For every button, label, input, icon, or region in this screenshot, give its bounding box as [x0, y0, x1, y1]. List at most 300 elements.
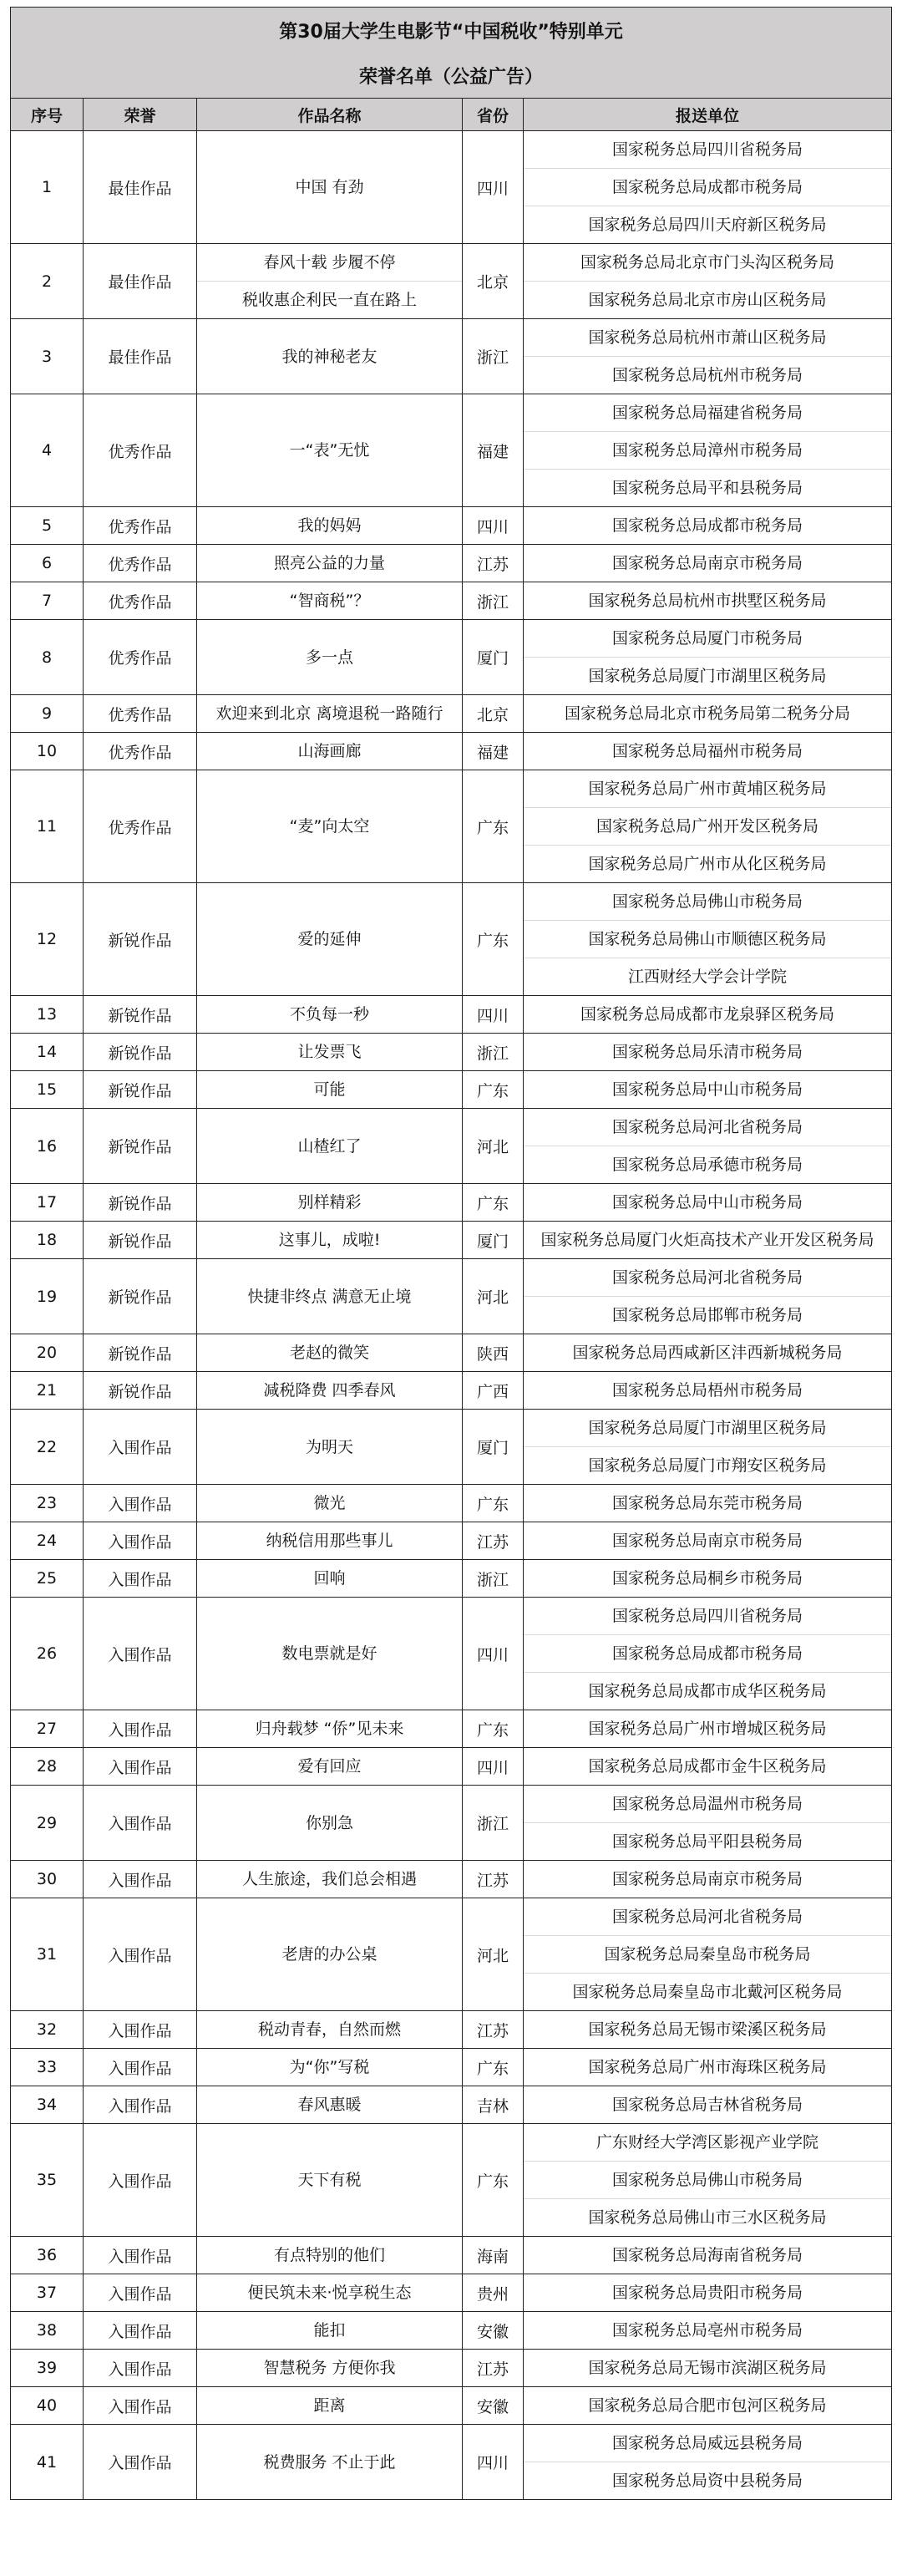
honor-cell: 新锐作品: [84, 1222, 197, 1259]
table-row: [11, 1710, 892, 1748]
work-title-cell: [197, 2049, 463, 2086]
submitting-unit-cell: [524, 1598, 892, 1710]
submitting-unit-cell: [524, 1710, 892, 1748]
submitting-unit: 国家税务总局广州市黄埔区税务局: [524, 770, 891, 808]
column-header-title: 作品名称: [197, 99, 463, 131]
province-cell: 吉林: [463, 2086, 524, 2124]
row-number: 21: [11, 1372, 84, 1410]
work-title: 有点特别的他们: [273, 2246, 385, 2264]
honor-cell: 入围作品: [84, 1598, 197, 1710]
work-title-cell: [197, 2011, 463, 2049]
submitting-unit: 国家税务总局贵阳市税务局: [612, 2284, 803, 2302]
row-number: 32: [11, 2011, 84, 2049]
work-title-cell: [197, 2124, 463, 2237]
submitting-unit: 国家税务总局南京市税务局: [612, 1870, 803, 1888]
submitting-unit: 国家税务总局厦门市翔安区税务局: [588, 1456, 827, 1475]
work-title: 为“你”写税: [289, 2058, 370, 2076]
submitting-unit-cell: [524, 2425, 892, 2500]
row-number: 34: [11, 2086, 84, 2124]
province-cell: 四川: [463, 2425, 524, 2500]
submitting-unit: 国家税务总局合肥市包河区税务局: [588, 2396, 827, 2415]
row-number: 39: [11, 2350, 84, 2387]
honor-cell: 优秀作品: [84, 545, 197, 582]
honor-cell: 入围作品: [84, 1522, 197, 1560]
row-number: 20: [11, 1334, 84, 1372]
work-title-cell: [197, 1710, 463, 1748]
submitting-unit-cell: [524, 620, 892, 695]
row-number: 14: [11, 1034, 84, 1071]
province-cell: 广东: [463, 1184, 524, 1222]
work-title: 可能: [313, 1080, 346, 1099]
row-number: 26: [11, 1598, 84, 1710]
table-row: [11, 582, 892, 620]
province-cell: 厦门: [463, 1222, 524, 1259]
work-title: 你别急: [305, 1813, 353, 1832]
submitting-unit: 国家税务总局秦皇岛市北戴河区税务局: [572, 1983, 843, 2001]
honor-cell: 入围作品: [84, 2312, 197, 2350]
honor-cell: 优秀作品: [84, 507, 197, 545]
work-title: 让发票飞: [297, 1043, 362, 1061]
work-title-cell: [197, 2274, 463, 2312]
work-title: 不负每一秒: [289, 1005, 369, 1024]
honor-cell: 优秀作品: [84, 620, 197, 695]
submitting-unit: 国家税务总局成都市金牛区税务局: [588, 1757, 827, 1776]
submitting-unit: 国家税务总局海南省税务局: [612, 2246, 803, 2264]
province-cell: 河北: [463, 1898, 524, 2011]
province-cell: 浙江: [463, 1560, 524, 1598]
table-row: [11, 695, 892, 733]
submitting-unit: 国家税务总局广州开发区税务局: [524, 808, 891, 846]
work-title: “麦”向太空: [289, 817, 370, 836]
subtitle-row: [11, 53, 892, 99]
work-title-cell: [197, 131, 463, 244]
work-title: 这事儿，成啦!: [278, 1231, 381, 1249]
work-title: 能扣: [313, 2321, 346, 2340]
honor-cell: 新锐作品: [84, 883, 197, 996]
work-title-cell: [197, 1184, 463, 1222]
province-cell: 河北: [463, 1259, 524, 1334]
title-row: [11, 8, 892, 53]
work-title-cell: [197, 733, 463, 770]
honor-cell: 优秀作品: [84, 695, 197, 733]
submitting-unit-cell: [524, 131, 892, 244]
work-title: 老唐的办公桌: [281, 1945, 378, 1964]
table-row: [11, 394, 892, 507]
work-title: 一“表”无忧: [289, 441, 370, 460]
submitting-unit: 国家税务总局河北省税务局: [524, 1898, 891, 1936]
work-title: 快捷非终点 满意无止境: [247, 1287, 412, 1306]
submitting-unit: 国家税务总局资中县税务局: [612, 2472, 803, 2490]
work-title-cell: [197, 507, 463, 545]
submitting-unit: 国家税务总局乐清市税务局: [612, 1043, 803, 1061]
submitting-unit: 国家税务总局东莞市税务局: [612, 1494, 803, 1512]
province-cell: 四川: [463, 996, 524, 1034]
work-title: 数电票就是好: [281, 1644, 378, 1663]
submitting-unit: 国家税务总局梧州市税务局: [612, 1381, 803, 1400]
work-title: 欢迎来到北京 离境退税一路随行: [215, 704, 443, 723]
table-row: [11, 1485, 892, 1522]
work-title: 春风十载 步履不停: [197, 244, 462, 282]
submitting-unit: 国家税务总局福州市税务局: [612, 742, 803, 760]
table-row: [11, 1071, 892, 1109]
submitting-unit: 国家税务总局中山市税务局: [612, 1080, 803, 1099]
province-cell: 江苏: [463, 2350, 524, 2387]
work-title-cell: [197, 1598, 463, 1710]
province-cell: 浙江: [463, 319, 524, 394]
submitting-unit: 国家税务总局厦门市税务局: [524, 620, 891, 658]
honor-cell: 新锐作品: [84, 1071, 197, 1109]
row-number: 31: [11, 1898, 84, 2011]
submitting-unit-cell: [524, 2011, 892, 2049]
honor-cell: 入围作品: [84, 2011, 197, 2049]
submitting-unit: 国家税务总局河北省税务局: [524, 1109, 891, 1146]
province-cell: 贵州: [463, 2274, 524, 2312]
submitting-unit-cell: [524, 2237, 892, 2274]
table-row: [11, 1898, 892, 2011]
honor-cell: 最佳作品: [84, 319, 197, 394]
honor-cell: 入围作品: [84, 2274, 197, 2312]
work-title-cell: [197, 2237, 463, 2274]
province-cell: 江苏: [463, 1522, 524, 1560]
province-cell: 江苏: [463, 2011, 524, 2049]
submitting-unit: 国家税务总局成都市税务局: [612, 516, 803, 535]
honor-cell: 新锐作品: [84, 1109, 197, 1184]
work-title: 为明天: [305, 1437, 353, 1456]
work-title-cell: [197, 1522, 463, 1560]
submitting-unit: 国家税务总局福建省税务局: [524, 394, 891, 432]
work-title-cell: [197, 545, 463, 582]
work-title: 爱有回应: [297, 1757, 362, 1776]
submitting-unit: 国家税务总局桐乡市税务局: [612, 1569, 803, 1588]
work-title-cell: [197, 996, 463, 1034]
work-title-cell: [197, 582, 463, 620]
table-row: [11, 1109, 892, 1184]
submitting-unit: 国家税务总局北京市房山区税务局: [588, 291, 827, 309]
province-cell: 广西: [463, 1372, 524, 1410]
column-header-honor: 荣誉: [84, 99, 197, 131]
row-number: 12: [11, 883, 84, 996]
work-title-cell: [197, 244, 463, 319]
submitting-unit: 国家税务总局邯郸市税务局: [612, 1306, 803, 1324]
table-row: [11, 2387, 892, 2425]
work-title: 多一点: [305, 648, 353, 667]
submitting-unit-cell: [524, 2086, 892, 2124]
table-row: [11, 733, 892, 770]
sheet-title: 第30届大学生电影节“中国税收”特别单元: [11, 8, 892, 53]
table-row: [11, 2124, 892, 2237]
province-cell: 浙江: [463, 1786, 524, 1861]
submitting-unit-cell: [524, 2274, 892, 2312]
province-cell: 四川: [463, 1748, 524, 1786]
submitting-unit-cell: [524, 1372, 892, 1410]
submitting-unit: 国家税务总局西咸新区沣西新城税务局: [572, 1344, 843, 1362]
submitting-unit-cell: [524, 319, 892, 394]
province-cell: 广东: [463, 2124, 524, 2237]
work-title: 中国 有劲: [295, 178, 364, 196]
honor-cell: 入围作品: [84, 2237, 197, 2274]
province-cell: 四川: [463, 507, 524, 545]
column-header-no: 序号: [11, 99, 84, 131]
row-number: 37: [11, 2274, 84, 2312]
province-cell: 安徽: [463, 2387, 524, 2425]
submitting-unit: 国家税务总局杭州市萧山区税务局: [524, 319, 891, 357]
row-number: 15: [11, 1071, 84, 1109]
honor-cell: 优秀作品: [84, 733, 197, 770]
submitting-unit: 国家税务总局漳州市税务局: [524, 432, 891, 470]
work-title-cell: [197, 1071, 463, 1109]
table-row: [11, 1334, 892, 1372]
submitting-unit: 国家税务总局佛山市税务局: [524, 2162, 891, 2199]
row-number: 16: [11, 1109, 84, 1184]
submitting-unit-cell: [524, 244, 892, 319]
row-number: 27: [11, 1710, 84, 1748]
submitting-unit-cell: [524, 1410, 892, 1485]
honor-cell: 入围作品: [84, 2049, 197, 2086]
work-title: 山楂红了: [297, 1136, 362, 1156]
work-title-cell: [197, 1861, 463, 1898]
province-cell: 北京: [463, 244, 524, 319]
honor-cell: 新锐作品: [84, 1334, 197, 1372]
honor-cell: 入围作品: [84, 1748, 197, 1786]
table-row: [11, 319, 892, 394]
row-number: 25: [11, 1560, 84, 1598]
row-number: 9: [11, 695, 84, 733]
table-row: [11, 1786, 892, 1861]
table-row: [11, 1372, 892, 1410]
province-cell: 北京: [463, 695, 524, 733]
submitting-unit: 国家税务总局佛山市顺德区税务局: [524, 921, 891, 958]
work-title-cell: [197, 1372, 463, 1410]
row-number: 35: [11, 2124, 84, 2237]
work-title: 别样精彩: [297, 1193, 362, 1212]
table-row: [11, 1184, 892, 1222]
submitting-unit-cell: [524, 733, 892, 770]
table-row: [11, 1222, 892, 1259]
submitting-unit: 国家税务总局平阳县税务局: [612, 1832, 803, 1851]
row-number: 17: [11, 1184, 84, 1222]
province-cell: 广东: [463, 1485, 524, 1522]
submitting-unit-cell: [524, 394, 892, 507]
column-header-province: 省份: [463, 99, 524, 131]
work-title-cell: [197, 2425, 463, 2500]
table-row: [11, 2312, 892, 2350]
work-title: 归舟载梦 “侨”见未来: [255, 1720, 404, 1738]
province-cell: 江苏: [463, 1861, 524, 1898]
row-number: 38: [11, 2312, 84, 2350]
honor-cell: 入围作品: [84, 1485, 197, 1522]
province-cell: 福建: [463, 394, 524, 507]
table-row: [11, 2425, 892, 2500]
honor-cell: 入围作品: [84, 2124, 197, 2237]
submitting-unit: 国家税务总局广州市增城区税务局: [588, 1720, 827, 1738]
submitting-unit: 国家税务总局厦门市湖里区税务局: [524, 1410, 891, 1447]
table-row: [11, 545, 892, 582]
honor-cell: 入围作品: [84, 2086, 197, 2124]
province-cell: 厦门: [463, 620, 524, 695]
honor-cell: 入围作品: [84, 1710, 197, 1748]
submitting-unit-cell: [524, 695, 892, 733]
table-row: [11, 2086, 892, 2124]
column-header-row: [11, 99, 892, 131]
submitting-unit: 国家税务总局吉林省税务局: [612, 2096, 803, 2114]
row-number: 30: [11, 1861, 84, 1898]
province-cell: 广东: [463, 1071, 524, 1109]
submitting-unit-cell: [524, 2387, 892, 2425]
row-number: 7: [11, 582, 84, 620]
table-row: [11, 1034, 892, 1071]
honor-cell: 入围作品: [84, 1410, 197, 1485]
submitting-unit: 国家税务总局中山市税务局: [612, 1193, 803, 1212]
work-title: 便民筑未来·悦享税生态: [247, 2284, 412, 2302]
submitting-unit: 国家税务总局威远县税务局: [524, 2425, 891, 2462]
submitting-unit-cell: [524, 1786, 892, 1861]
province-cell: 广东: [463, 883, 524, 996]
submitting-unit: 国家税务总局南京市税务局: [612, 1532, 803, 1550]
submitting-unit: 国家税务总局成都市成华区税务局: [588, 1682, 827, 1700]
work-title: 税收惠企利民一直在路上: [241, 291, 417, 309]
table-row: [11, 1522, 892, 1560]
submitting-unit: 国家税务总局成都市税务局: [524, 1635, 891, 1673]
submitting-unit: 国家税务总局杭州市税务局: [612, 366, 803, 384]
work-title: 减税降费 四季春风: [263, 1381, 396, 1400]
honor-cell: 入围作品: [84, 1786, 197, 1861]
table-row: [11, 2350, 892, 2387]
work-title: 回响: [313, 1569, 346, 1588]
row-number: 33: [11, 2049, 84, 2086]
submitting-unit-cell: [524, 1861, 892, 1898]
work-title-cell: [197, 2387, 463, 2425]
work-title: 老赵的微笑: [289, 1344, 369, 1362]
province-cell: 四川: [463, 131, 524, 244]
honor-cell: 新锐作品: [84, 1184, 197, 1222]
honor-cell: 最佳作品: [84, 131, 197, 244]
work-title-cell: [197, 2312, 463, 2350]
submitting-unit-cell: [524, 1898, 892, 2011]
work-title-cell: [197, 1034, 463, 1071]
honor-cell: 入围作品: [84, 2425, 197, 2500]
honor-cell: 入围作品: [84, 2350, 197, 2387]
submitting-unit: 广东财经大学湾区影视产业学院: [524, 2124, 891, 2162]
province-cell: 安徽: [463, 2312, 524, 2350]
submitting-unit-cell: [524, 770, 892, 883]
submitting-unit: 国家税务总局四川省税务局: [524, 1598, 891, 1635]
table-row: [11, 1748, 892, 1786]
submitting-unit: 国家税务总局无锡市梁溪区税务局: [588, 2020, 827, 2039]
submitting-unit-cell: [524, 1334, 892, 1372]
table-row: [11, 996, 892, 1034]
work-title-cell: [197, 695, 463, 733]
submitting-unit-cell: [524, 582, 892, 620]
row-number: 28: [11, 1748, 84, 1786]
work-title: 智慧税务 方便你我: [263, 2359, 396, 2377]
submitting-unit-cell: [524, 996, 892, 1034]
submitting-unit-cell: [524, 1522, 892, 1560]
submitting-unit: 国家税务总局河北省税务局: [524, 1259, 891, 1297]
submitting-unit: 国家税务总局北京市税务局第二税务分局: [565, 704, 851, 723]
province-cell: 陕西: [463, 1334, 524, 1372]
submitting-unit: 国家税务总局广州市海珠区税务局: [588, 2058, 827, 2076]
honor-cell: 新锐作品: [84, 996, 197, 1034]
work-title: 税动青春，自然而燃: [257, 2020, 401, 2039]
submitting-unit-cell: [524, 1071, 892, 1109]
submitting-unit-cell: [524, 2049, 892, 2086]
submitting-unit: 国家税务总局亳州市税务局: [612, 2321, 803, 2340]
submitting-unit: 国家税务总局南京市税务局: [612, 554, 803, 572]
submitting-unit: 国家税务总局佛山市三水区税务局: [588, 2208, 827, 2227]
submitting-unit: 国家税务总局成都市龙泉驿区税务局: [580, 1005, 835, 1024]
work-title: 爱的延伸: [297, 930, 362, 948]
work-title-cell: [197, 1259, 463, 1334]
table-body: [11, 131, 892, 2500]
work-title-cell: [197, 394, 463, 507]
submitting-unit: 国家税务总局广州市从化区税务局: [588, 855, 827, 873]
row-number: 36: [11, 2237, 84, 2274]
submitting-unit-cell: [524, 2124, 892, 2237]
work-title-cell: [197, 319, 463, 394]
row-number: 18: [11, 1222, 84, 1259]
province-cell: 四川: [463, 1598, 524, 1710]
honor-cell: 入围作品: [84, 1560, 197, 1598]
honor-cell: 优秀作品: [84, 770, 197, 883]
submitting-unit-cell: [524, 545, 892, 582]
table-row: [11, 883, 892, 996]
work-title: 山海画廊: [297, 742, 362, 760]
honor-list-sheet: [10, 7, 891, 2500]
work-title-cell: [197, 1222, 463, 1259]
table-row: [11, 2237, 892, 2274]
submitting-unit: 国家税务总局厦门火炬高技术产业开发区税务局: [540, 1231, 874, 1249]
work-title-cell: [197, 2086, 463, 2124]
work-title-cell: [197, 1560, 463, 1598]
honor-cell: 新锐作品: [84, 1034, 197, 1071]
row-number: 19: [11, 1259, 84, 1334]
work-title: 税费服务 不止于此: [263, 2452, 396, 2472]
submitting-unit-cell: [524, 1184, 892, 1222]
work-title-cell: [197, 1485, 463, 1522]
work-title: 照亮公益的力量: [273, 554, 385, 572]
honor-cell: 入围作品: [84, 1898, 197, 2011]
table-row: [11, 620, 892, 695]
submitting-unit: 国家税务总局杭州市拱墅区税务局: [588, 592, 827, 610]
submitting-unit: 国家税务总局北京市门头沟区税务局: [524, 244, 891, 282]
table-row: [11, 507, 892, 545]
row-number: 6: [11, 545, 84, 582]
submitting-unit-cell: [524, 1222, 892, 1259]
work-title: 距离: [313, 2396, 346, 2415]
work-title-cell: [197, 2350, 463, 2387]
table-row: [11, 770, 892, 883]
submitting-unit-cell: [524, 1259, 892, 1334]
honor-cell: 入围作品: [84, 1861, 197, 1898]
row-number: 11: [11, 770, 84, 883]
row-number: 4: [11, 394, 84, 507]
table-row: [11, 2049, 892, 2086]
column-header-unit: 报送单位: [524, 99, 892, 131]
province-cell: 浙江: [463, 1034, 524, 1071]
row-number: 10: [11, 733, 84, 770]
submitting-unit: 国家税务总局平和县税务局: [612, 479, 803, 497]
submitting-unit-cell: [524, 2350, 892, 2387]
work-title-cell: [197, 620, 463, 695]
honor-cell: 优秀作品: [84, 394, 197, 507]
work-title: 人生旅途，我们总会相遇: [241, 1870, 417, 1888]
work-title: 微光: [313, 1494, 346, 1512]
row-number: 2: [11, 244, 84, 319]
submitting-unit: 国家税务总局成都市税务局: [524, 169, 891, 206]
work-title: “智商税”？: [289, 592, 370, 610]
work-title-cell: [197, 1898, 463, 2011]
province-cell: 海南: [463, 2237, 524, 2274]
